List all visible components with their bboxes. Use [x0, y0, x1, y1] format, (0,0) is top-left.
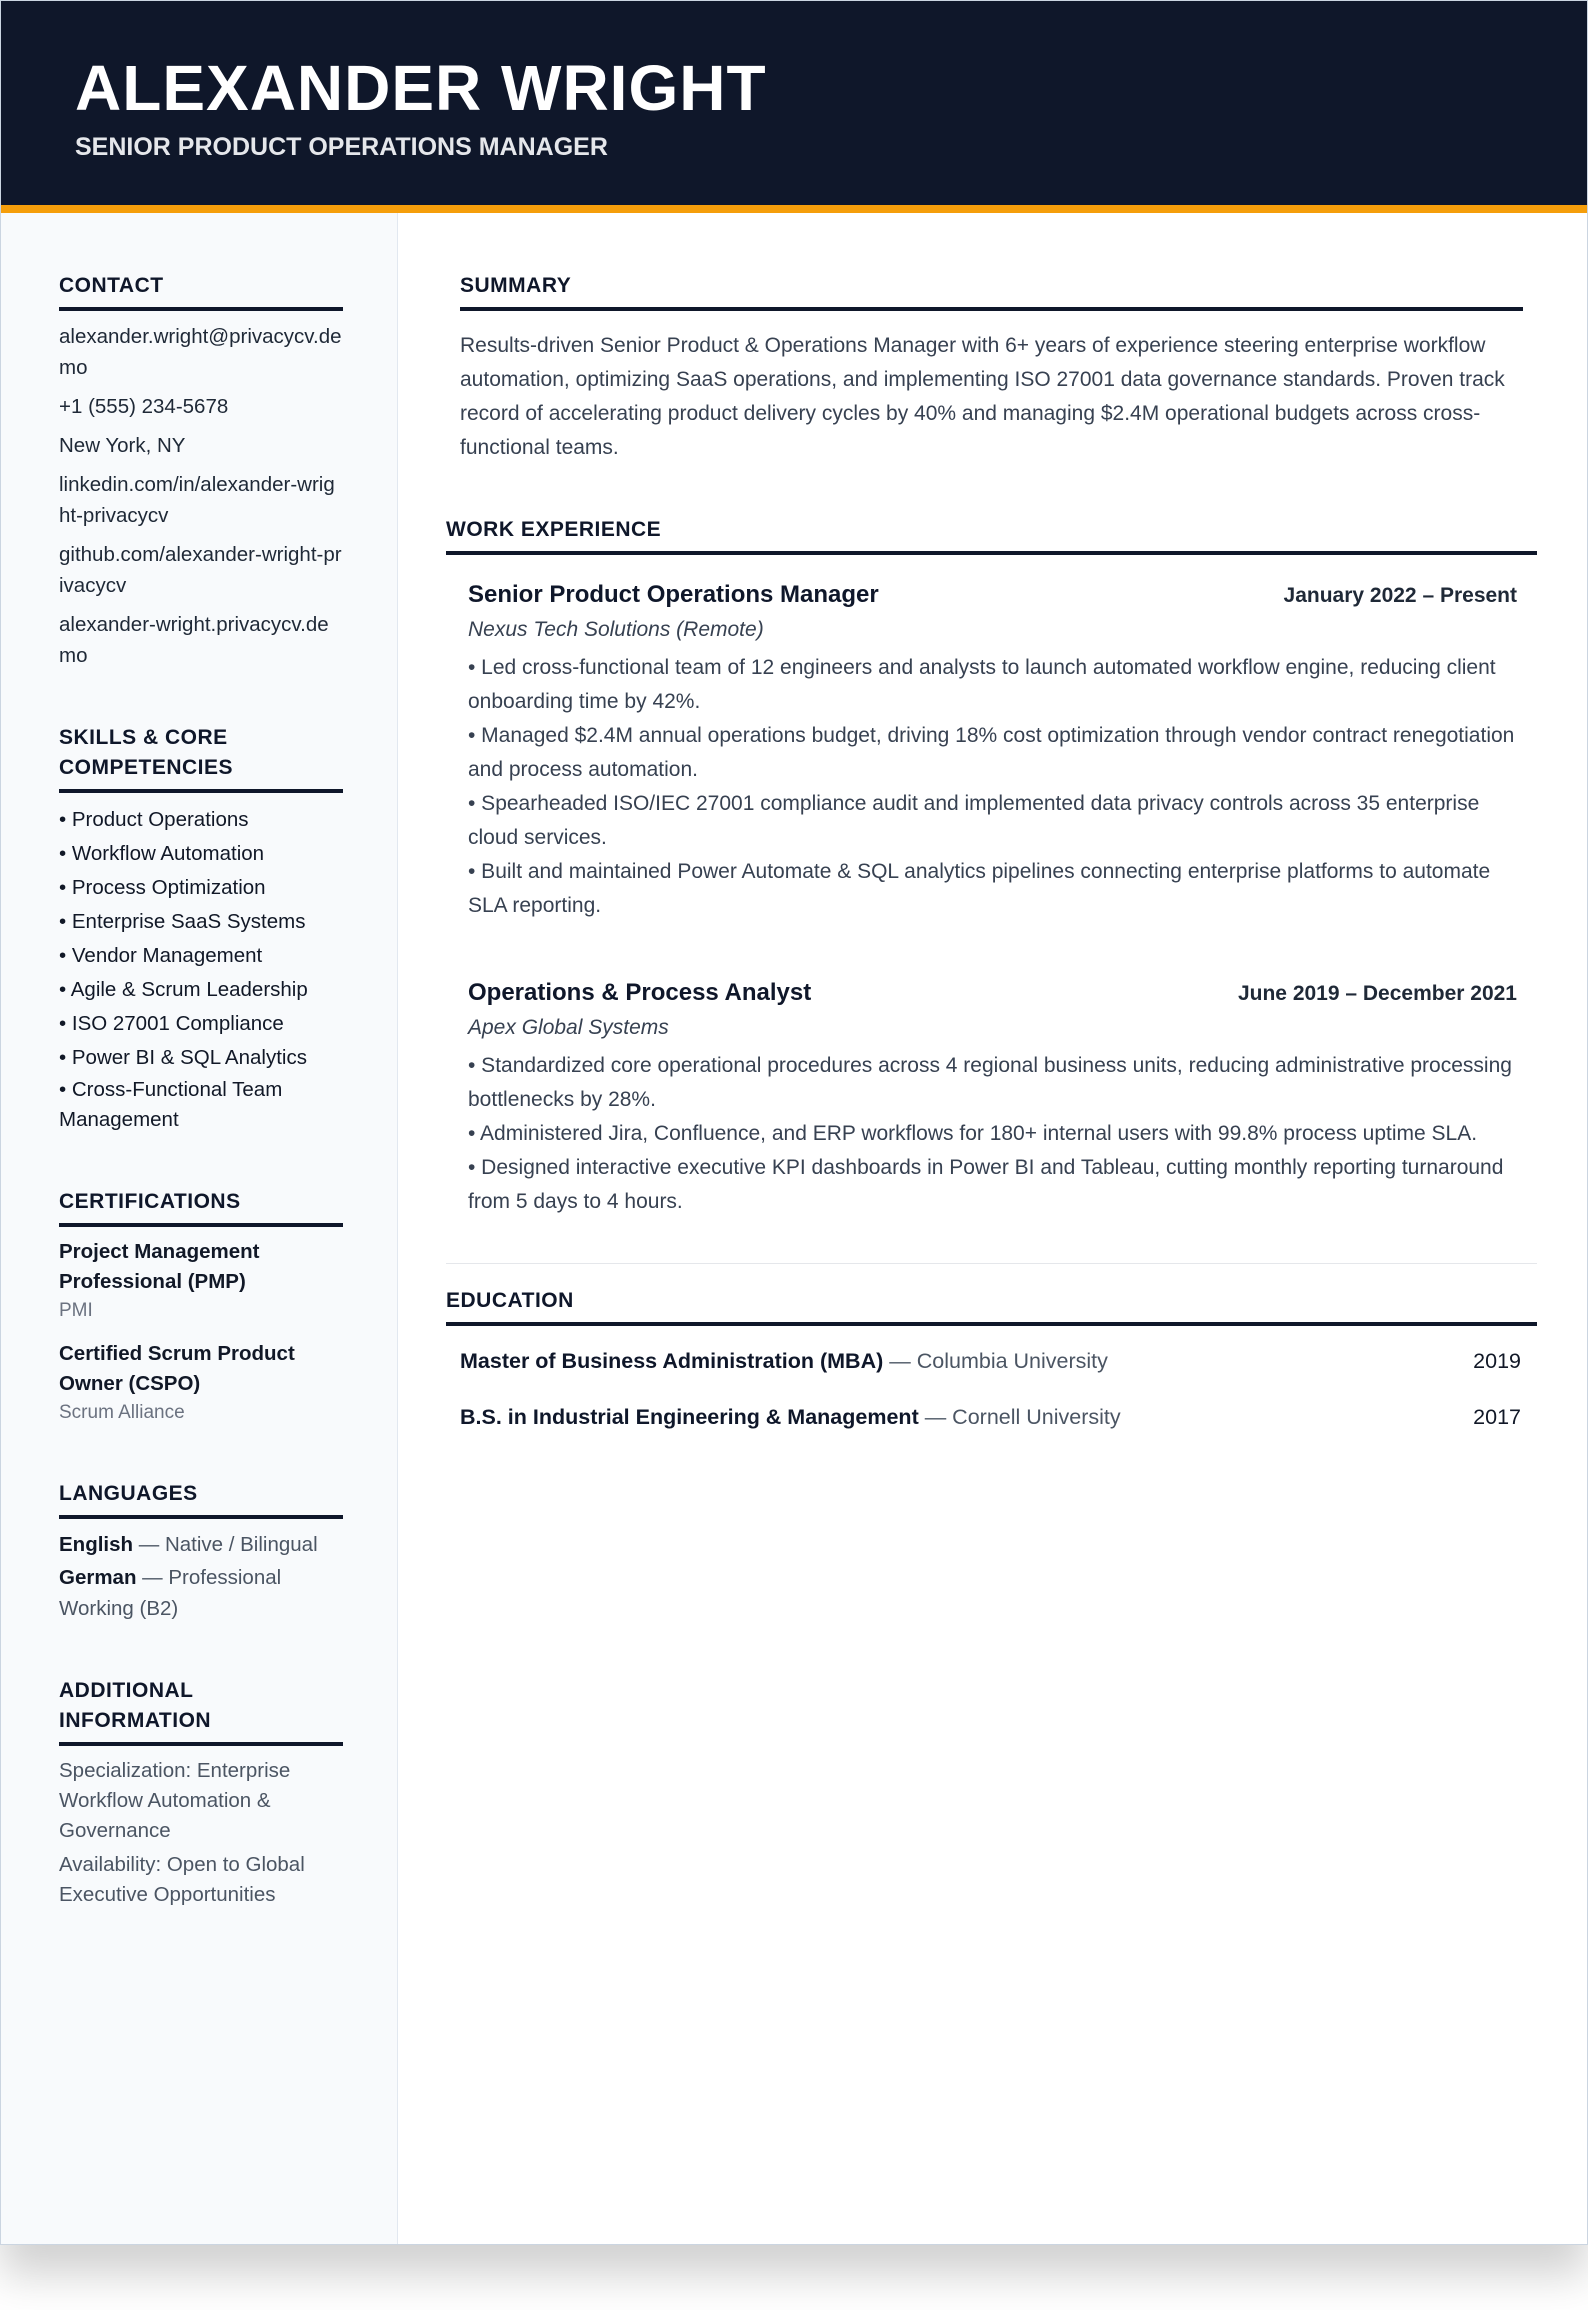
education-school: — Columbia University: [883, 1349, 1108, 1373]
education-school: — Cornell University: [918, 1405, 1121, 1429]
section-divider: [446, 1263, 1537, 1264]
language-level: — Professional Working (B2): [59, 1566, 282, 1620]
job-bullet: • Led cross-functional team of 12 engineers and analysts to launch automated workflow engine, reducing client onboarding time by 42%.: [468, 656, 1496, 713]
contact-heading: CONTACT: [59, 271, 343, 311]
job-title: Operations & Process Analyst: [468, 979, 812, 1006]
cert-name: Certified Scrum Product Owner (CSPO): [59, 1342, 295, 1395]
skill-item: • Vendor Management: [59, 944, 263, 967]
resume-body: [1, 213, 1587, 2245]
language-name: English: [59, 1533, 134, 1556]
job-bullet: • Spearheaded ISO/IEC 27001 compliance audit and implemented data privacy controls across 35 enterprise cloud services.: [468, 792, 1480, 849]
contact-phone[interactable]: +1 (555) 234-5678: [59, 395, 229, 418]
contact-location: New York, NY: [59, 434, 186, 457]
main-content: [398, 213, 1587, 2245]
skill-item: • Power BI & SQL Analytics: [59, 1046, 307, 1069]
additional-item: Specialization: Enterprise Workflow Automation & Governance: [59, 1759, 291, 1842]
skill-item: • ISO 27001 Compliance: [59, 1012, 284, 1035]
education-year: 2019: [1473, 1349, 1521, 1373]
cert-name: Project Management Professional (PMP): [59, 1240, 260, 1293]
languages-heading: LANGUAGES: [59, 1479, 343, 1519]
language-level: — Native / Bilingual: [133, 1533, 318, 1556]
contact-email[interactable]: alexander.wright@privacycv.demo: [59, 325, 342, 379]
job-bullet: • Built and maintained Power Automate & SQL analytics pipelines connecting enterprise platforms to automate SLA reporting.: [468, 860, 1491, 917]
job-bullet: • Designed interactive executive KPI dashboards in Power BI and Tableau, cutting monthly reporting turnaround from 5 days to 4 hours.: [468, 1156, 1504, 1213]
job-header: [468, 581, 1517, 609]
summary-text: Results-driven Senior Product & Operations Manager with 6+ years of experience steering enterprise workflow automation, optimizing SaaS operations, and implementing ISO 27001 data governance standards. Proven track record of accelerating product delivery cycles by 40% and managing $2.4M operational budgets across cross-functional teams.: [460, 334, 1505, 459]
job-bullet: • Managed $2.4M annual operations budget, driving 18% cost optimization through vendor contract renegotiation and process automation.: [468, 724, 1515, 781]
skills-heading: SKILLS & CORE COMPETENCIES: [59, 723, 343, 793]
job-bullet: • Administered Jira, Confluence, and ERP workflows for 180+ internal users with 99.8% process uptime SLA.: [468, 1122, 1478, 1145]
contact-linkedin[interactable]: linkedin.com/in/alexander-wright-privacycv: [59, 473, 335, 527]
skill-item: • Enterprise SaaS Systems: [59, 910, 306, 933]
contact-section: [59, 271, 343, 671]
contact-github[interactable]: github.com/alexander-wright-privacycv: [59, 543, 342, 597]
skill-item: • Cross-Functional Team Management: [59, 1078, 283, 1131]
certifications-section: [59, 1187, 343, 1427]
certifications-heading: CERTIFICATIONS: [59, 1187, 343, 1227]
experience-heading: WORK EXPERIENCE: [446, 515, 1537, 555]
job-entry: [454, 569, 1529, 923]
skills-section: [59, 723, 343, 1135]
sidebar: [1, 213, 398, 2245]
job-bullet: • Standardized core operational procedures across 4 regional business units, reducing administrative processing bottlenecks by 28%.: [468, 1054, 1512, 1111]
additional-item: Availability: Open to Global Executive Opportunities: [59, 1853, 305, 1906]
skill-item: • Process Optimization: [59, 876, 266, 899]
job-company: Apex Global Systems: [468, 1016, 669, 1039]
skill-item: • Workflow Automation: [59, 842, 265, 865]
resume-header: [1, 1, 1587, 213]
education-row: [454, 1344, 1529, 1378]
education-degree: B.S. in Industrial Engineering & Management: [460, 1405, 919, 1429]
job-company: Nexus Tech Solutions (Remote): [468, 618, 764, 641]
skill-item: • Agile & Scrum Leadership: [59, 978, 308, 1001]
contact-website[interactable]: alexander-wright.privacycv.demo: [59, 613, 329, 667]
language-item: [59, 1529, 343, 1560]
job-title: Senior Product Operations Manager: [468, 581, 879, 608]
additional-heading: ADDITIONAL INFORMATION: [59, 1676, 343, 1746]
job-entry: [454, 967, 1529, 1219]
languages-section: [59, 1479, 343, 1624]
cert-org: Scrum Alliance: [59, 1402, 185, 1423]
education-year: 2017: [1473, 1405, 1521, 1429]
job-dates: June 2019 – December 2021: [1237, 982, 1517, 1005]
language-name: German: [59, 1566, 137, 1589]
cert-org: PMI: [59, 1300, 93, 1321]
education-degree: Master of Business Administration (MBA): [460, 1349, 884, 1373]
language-item: [59, 1562, 343, 1624]
education-row: [454, 1400, 1529, 1434]
job-dates: January 2022 – Present: [1283, 584, 1517, 607]
education-heading: EDUCATION: [446, 1286, 1537, 1326]
job-header: [468, 979, 1517, 1007]
additional-section: [59, 1676, 343, 1910]
summary-heading: SUMMARY: [460, 271, 1523, 311]
candidate-name: ALEXANDER WRIGHT: [75, 52, 767, 124]
skill-item: • Product Operations: [59, 808, 249, 831]
candidate-role: SENIOR PRODUCT OPERATIONS MANAGER: [75, 133, 608, 161]
